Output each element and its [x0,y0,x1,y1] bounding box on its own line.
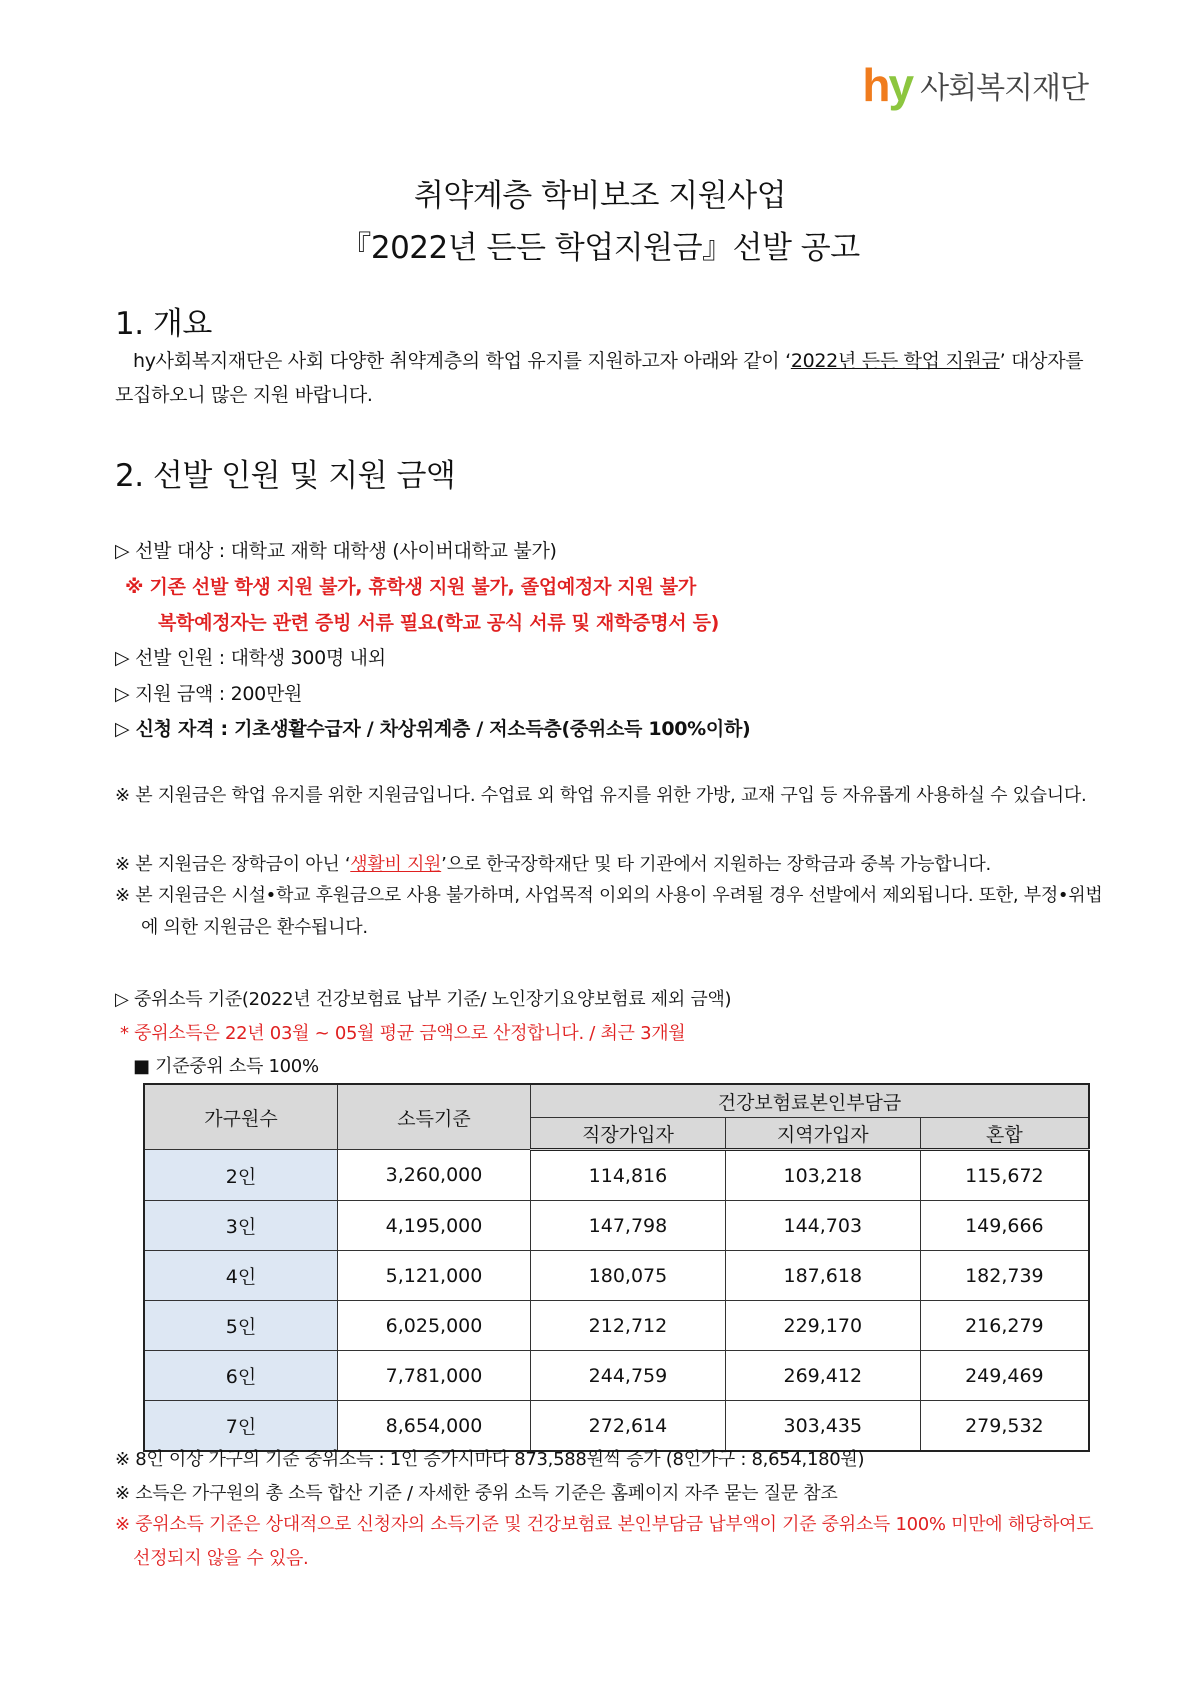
cell-household: 3인 [144,1201,338,1251]
col-income: 소득기준 [338,1084,531,1150]
cell-employee: 180,075 [531,1251,726,1301]
note-2-b: ’으로 한국장학재단 및 타 기관에서 지원하는 장학금과 중복 가능합니다. [441,854,991,875]
cell-employee: 244,759 [531,1351,726,1401]
logo-mark: hy [862,59,913,111]
cell-mixed: 182,739 [920,1251,1089,1301]
col-household: 가구원수 [144,1084,338,1150]
income-heading: ▷ 중위소득 기준(2022년 건강보험료 납부 기준/ 노인장기요양보험료 제외 금액) [115,989,732,1010]
cell-income: 7,781,000 [338,1351,531,1401]
target-line: ▷ 선발 대상 : 대학교 재학 대학생 (사이버대학교 불가) [115,540,557,562]
cell-regional: 303,435 [725,1401,920,1452]
count-line: ▷ 선발 인원 : 대학생 300명 내외 [115,647,386,669]
cell-employee: 147,798 [531,1201,726,1251]
median-income-table [143,1083,1090,1452]
table-row [144,1401,1089,1452]
cell-mixed: 279,532 [920,1401,1089,1452]
note-2-highlight: 생활비 지원 [350,854,442,875]
title-line-2: 『2022년 든든 학업지원금』선발 공고 [340,230,860,266]
cell-employee: 114,816 [531,1150,726,1201]
notice-line-2: 복학예정자는 관련 증빙 서류 필요(학교 공식 서류 및 재학증명서 등) [158,612,720,634]
section1-text-a: hy사회복지재단은 사회 다양한 취약계층의 학업 유지를 지원하고자 아래와 같이 ‘ [133,350,791,372]
footnote-3: ※ 중위소득 기준은 상대적으로 신청자의 소득기준 및 건강보험료 본인부담금 납부액이 기준 중위소득 100% 미만에 해당하여도 선정되지 않을 수 있음. [115,1514,1094,1569]
table-row [144,1351,1089,1401]
section1-text-b: ’ 대상자를 모집하오니 많은 지원 바랍니다. [115,350,1084,406]
table-row [144,1201,1089,1251]
section1-heading: 1. 개요 [115,306,212,342]
cell-income: 4,195,000 [338,1201,531,1251]
table-row [144,1251,1089,1301]
col-mixed: 혼합 [920,1118,1089,1150]
section2-heading: 2. 선발 인원 및 지원 금액 [115,458,456,494]
cell-regional: 187,618 [725,1251,920,1301]
cell-mixed: 249,469 [920,1351,1089,1401]
foundation-logo [862,59,1088,111]
section1-text [115,344,1090,412]
note-1: ※ 본 지원금은 학업 유지를 위한 지원금입니다. 수업료 외 학업 유지를 위한 가방, 교재 구입 등 자유롭게 사용하실 수 있습니다. [115,785,1087,806]
cell-mixed: 115,672 [920,1150,1089,1201]
cell-household: 5인 [144,1301,338,1351]
cell-household: 7인 [144,1401,338,1452]
cell-income: 6,025,000 [338,1301,531,1351]
col-regional: 지역가입자 [725,1118,920,1150]
logo-org-name: 사회복지재단 [920,71,1088,106]
cell-regional: 229,170 [725,1301,920,1351]
eligibility-line: ▷ 신청 자격 : 기초생활수급자 / 차상위계층 / 저소득층(중위소득 100%이하) [115,718,751,740]
table-row [144,1150,1089,1201]
cell-employee: 212,712 [531,1301,726,1351]
footnote-2: ※ 소득은 가구원의 총 소득 합산 기준 / 자세한 중위 소득 기준은 홈페이지 자주 묻는 질문 참조 [115,1483,838,1504]
cell-regional: 103,218 [725,1150,920,1201]
cell-regional: 269,412 [725,1351,920,1401]
income-sub: ■ 기준중위 소득 100% [133,1056,319,1077]
notice-line-1: ※ 기존 선발 학생 지원 불가, 휴학생 지원 불가, 졸업예정자 지원 불가 [125,576,696,598]
section1-text-underlined: 2022년 든든 학업 지원금 [790,350,1000,372]
cell-income: 8,654,000 [338,1401,531,1452]
cell-employee: 272,614 [531,1401,726,1452]
cell-household: 4인 [144,1251,338,1301]
title-line-1: 취약계층 학비보조 지원사업 [413,178,787,214]
income-red-note: * 중위소득은 22년 03월 ~ 05월 평균 금액으로 산정합니다. / 최근 3개월 [120,1023,686,1044]
cell-mixed: 216,279 [920,1301,1089,1351]
note-2-a: ※ 본 지원금은 장학금이 아닌 ‘ [115,854,351,875]
cell-mixed: 149,666 [920,1201,1089,1251]
note-3: ※ 본 지원금은 시설•학교 후원금으로 사용 불가하며, 사업목적 이외의 사용이 우려될 경우 선발에서 제외됩니다. 또한, 부정•위법에 의한 지원금은 환수됩니다. [115,885,1103,938]
cell-household: 2인 [144,1150,338,1201]
cell-income: 3,260,000 [338,1150,531,1201]
cell-income: 5,121,000 [338,1251,531,1301]
footnote-1: ※ 8인 이상 가구의 기준 중위소득 : 1인 증가시마다 873,588원씩 증가 (8인가구 : 8,654,180원) [115,1449,865,1470]
table-row [144,1301,1089,1351]
amount-line: ▷ 지원 금액 : 200만원 [115,683,303,705]
cell-regional: 144,703 [725,1201,920,1251]
col-group: 건강보험료본인부담금 [531,1084,1090,1118]
col-employee: 직장가입자 [531,1118,726,1150]
note-2 [115,850,991,876]
cell-household: 6인 [144,1351,338,1401]
